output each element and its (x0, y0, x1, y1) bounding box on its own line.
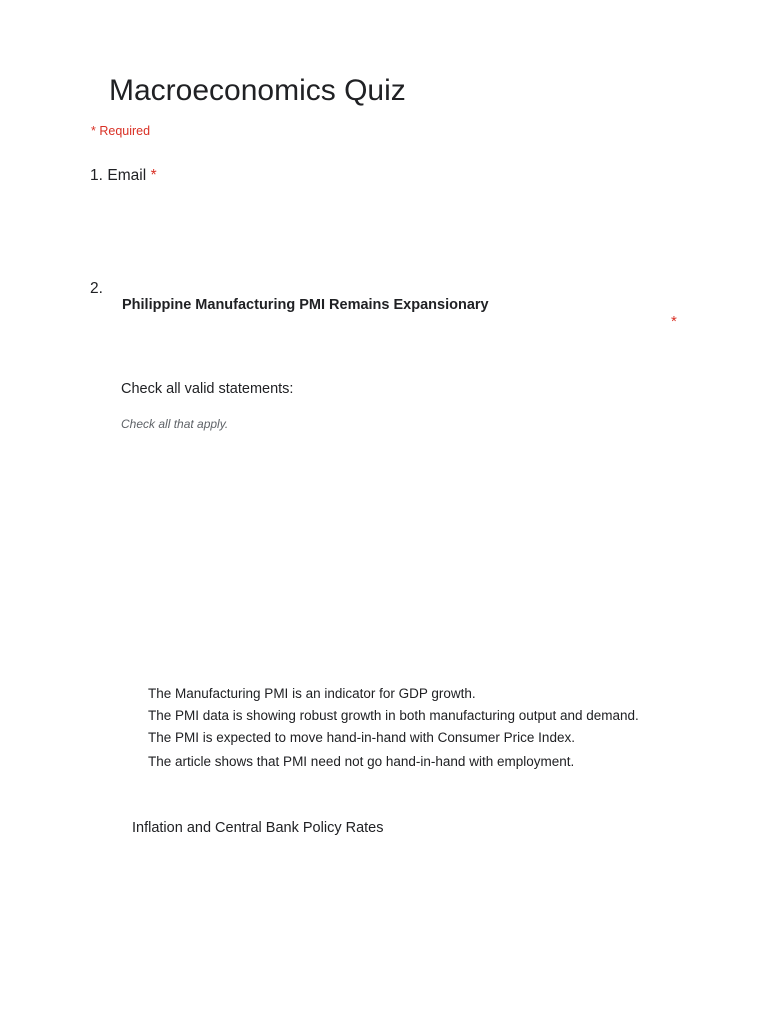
question-1 (90, 166, 157, 186)
question-1-label: Email (107, 167, 147, 184)
question-2-prompt: Check all valid statements: (121, 381, 294, 397)
form-title: Macroeconomics Quiz (109, 74, 406, 107)
checkbox-option-2[interactable]: The PMI data is showing robust growth in both manufacturing output and demand. (148, 708, 639, 723)
checkbox-option-1[interactable]: The Manufacturing PMI is an indicator for GDP growth. (148, 686, 476, 701)
question-1-required-marker: * (150, 167, 157, 184)
section-title: Inflation and Central Bank Policy Rates (132, 820, 384, 836)
question-2-required-marker: * (671, 313, 677, 330)
question-2-number: 2. (90, 280, 103, 297)
required-note: * Required (91, 124, 151, 138)
checkbox-option-4[interactable]: The article shows that PMI need not go hand-in-hand with employment. (148, 754, 575, 769)
question-2-heading: Philippine Manufacturing PMI Remains Expansionary (122, 297, 489, 313)
checkbox-option-3[interactable]: The PMI is expected to move hand-in-hand with Consumer Price Index. (148, 730, 575, 745)
question-1-number: 1. (90, 167, 103, 184)
question-2-hint: Check all that apply. (121, 417, 229, 431)
